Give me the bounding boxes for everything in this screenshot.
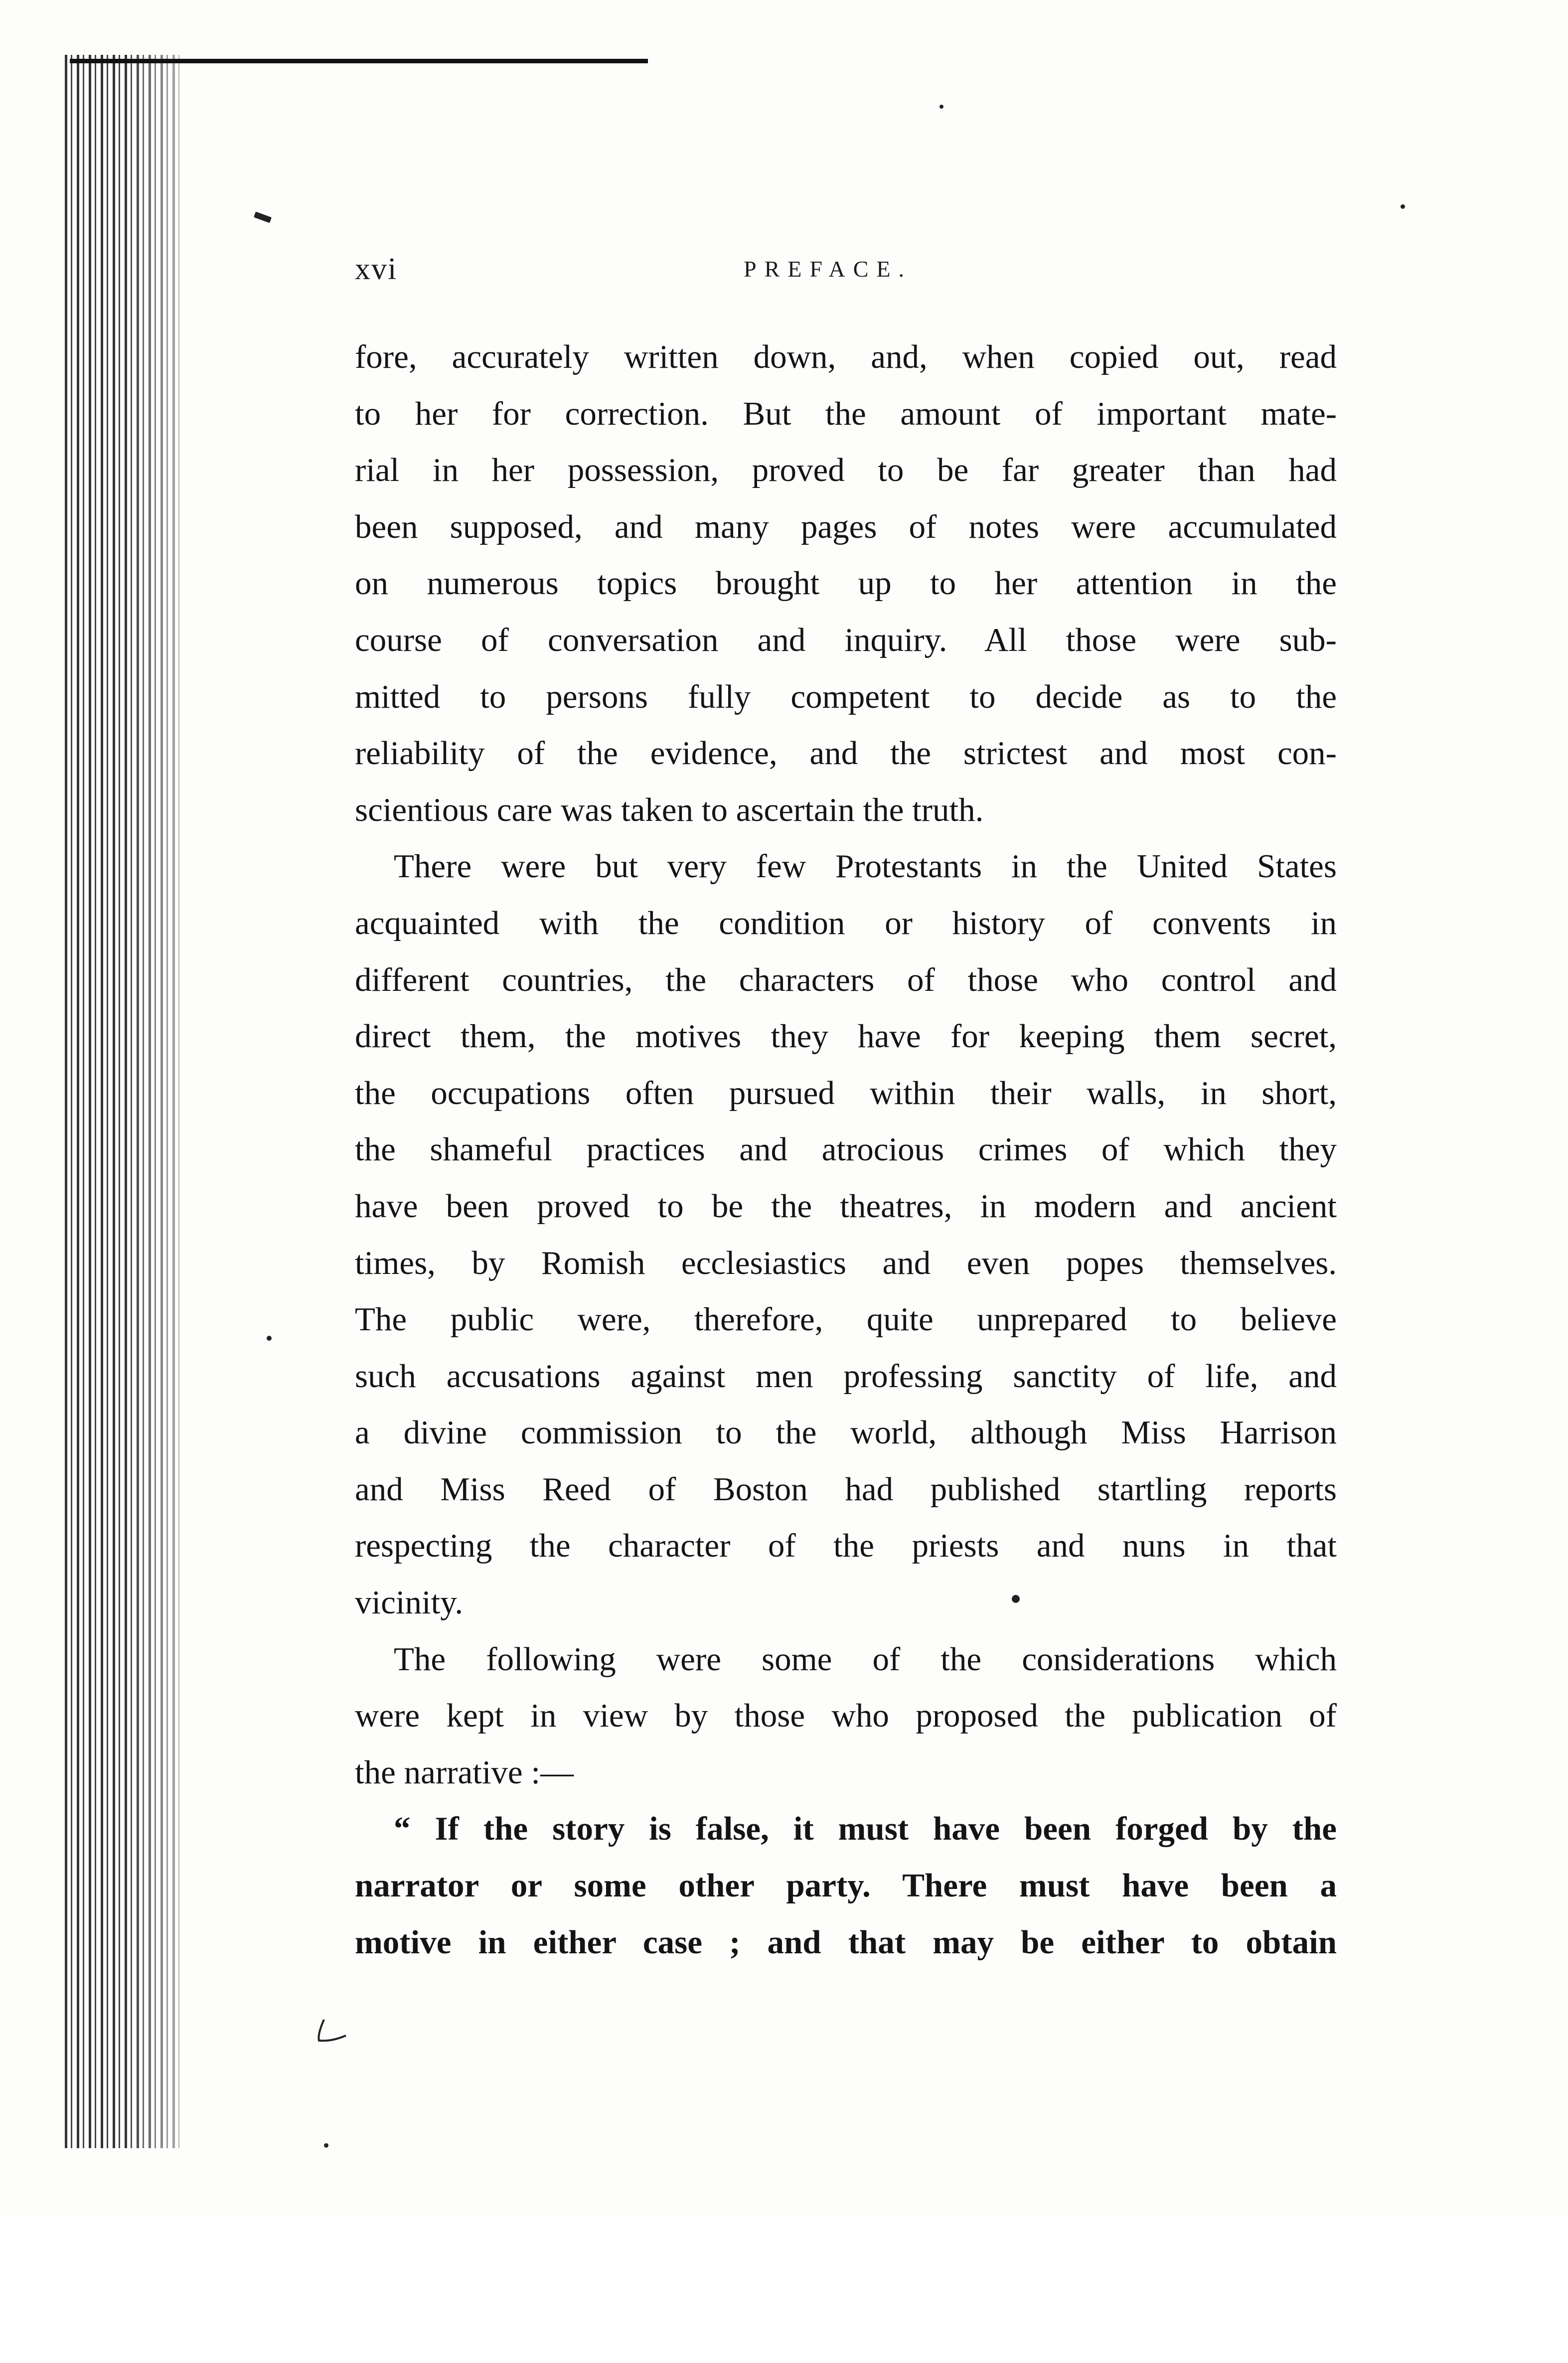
text-line: reliability of the evidence, and the strictest and most con- xyxy=(355,735,1337,772)
text-line: to her for correction. But the amount of important mate- xyxy=(355,395,1337,432)
text-line: scientious care was taken to ascertain the truth. xyxy=(355,791,984,828)
text-line: the narrative :— xyxy=(355,1753,574,1791)
text-line: The public were, therefore, quite unprepared to believe xyxy=(355,1301,1337,1338)
text-line: fore, accurately written down, and, when copied out, read xyxy=(355,338,1337,375)
text-line: “ If the story is false, it must have been forged by the xyxy=(394,1810,1337,1848)
text-line: a divine commission to the world, although Miss Harrison xyxy=(355,1414,1337,1451)
text-line: the shameful practices and atrocious crimes of which they xyxy=(355,1131,1337,1168)
text-line: the occupations often pursued within their walls, in short, xyxy=(355,1074,1337,1111)
text-line: times, by Romish ecclesiastics and even popes themselves. xyxy=(355,1244,1337,1281)
text-line: direct them, the motives they have for keeping them secret, xyxy=(355,1018,1337,1055)
text-line: on numerous topics brought up to her attention in the xyxy=(355,565,1337,602)
text-line: The following were some of the considerations which xyxy=(394,1640,1337,1678)
text-line: course of conversation and inquiry. All those were sub- xyxy=(355,621,1337,658)
scan-speck xyxy=(1012,1595,1020,1603)
text-line: mitted to persons fully competent to decide as to the xyxy=(355,678,1337,715)
text-line: acquainted with the condition or history of convents in xyxy=(355,904,1337,942)
pencil-mark xyxy=(314,2019,349,2044)
scan-speck xyxy=(254,212,272,223)
page-header xyxy=(355,252,1337,297)
page-number: xvi xyxy=(355,252,398,286)
text-line: There were but very few Protestants in the United States xyxy=(394,848,1337,885)
text-line: respecting the character of the priests and nuns in that xyxy=(355,1527,1337,1565)
running-head: PREFACE. xyxy=(744,256,913,282)
text-line: different countries, the characters of those who control and xyxy=(355,961,1337,998)
scan-speck xyxy=(940,105,943,109)
body-text xyxy=(355,329,1337,1971)
text-line: were kept in view by those who proposed the publication of xyxy=(355,1697,1337,1734)
text-line: narrator or some other party. There must have been a xyxy=(355,1867,1337,1904)
text-line: such accusations against men professing sanctity of life, and xyxy=(355,1357,1337,1395)
scan-speck xyxy=(324,2143,328,2148)
text-line: vicinity. xyxy=(355,1584,464,1621)
text-line: and Miss Reed of Boston had published startling reports xyxy=(355,1470,1337,1508)
text-line: rial in her possession, proved to be far greater than had xyxy=(355,452,1337,489)
scan-speck xyxy=(267,1336,272,1341)
text-line: been supposed, and many pages of notes were accumulated xyxy=(355,508,1337,545)
text-line: have been proved to be the theatres, in modern and ancient xyxy=(355,1187,1337,1225)
text-line: motive in either case ; and that may be either to obtain xyxy=(355,1923,1337,1961)
scan-speck xyxy=(1401,204,1405,209)
top-rule xyxy=(70,59,648,63)
